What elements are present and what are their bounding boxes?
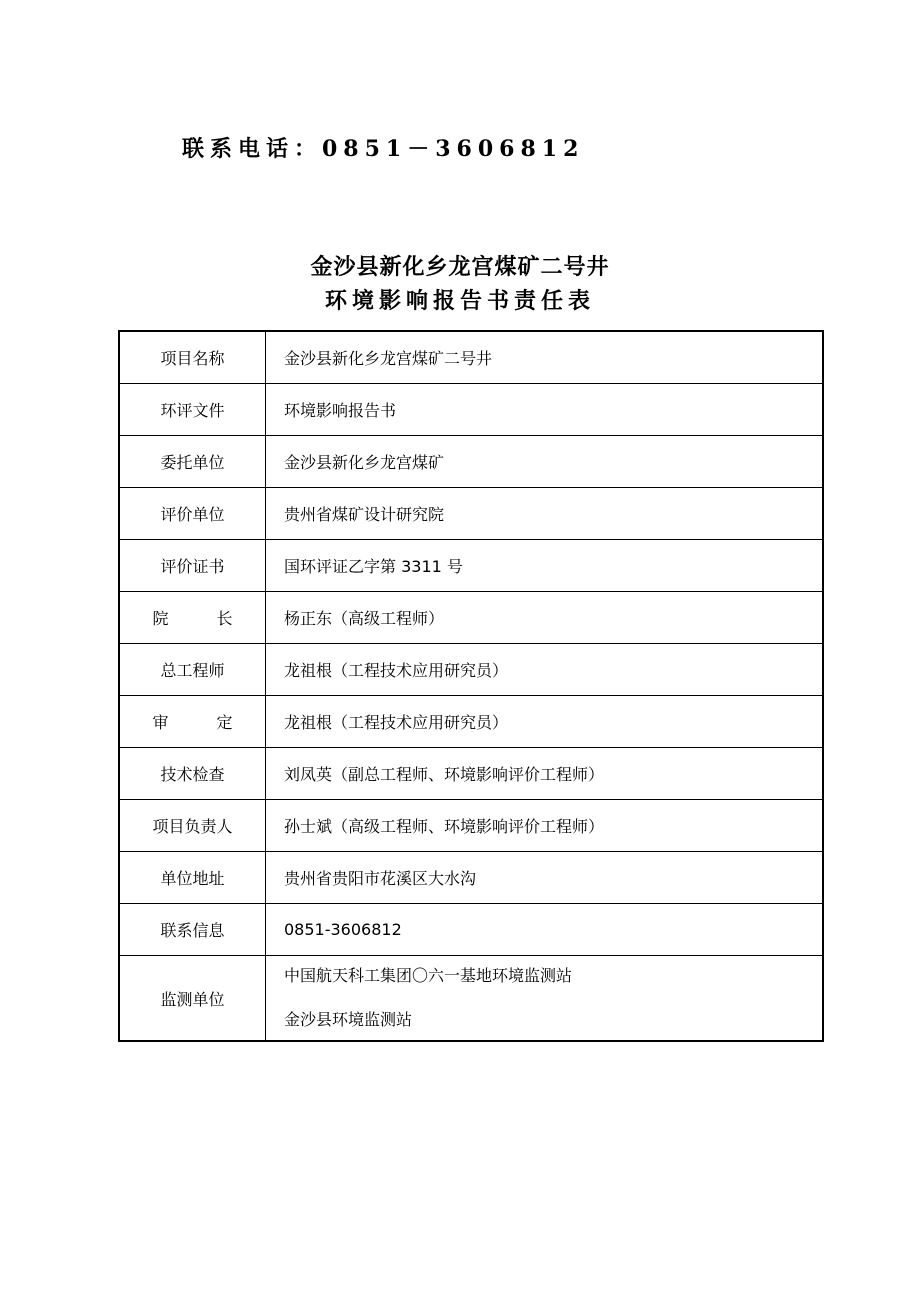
row-label: 评价单位	[119, 488, 266, 540]
row-value: 龙祖根（工程技术应用研究员）	[266, 644, 824, 696]
row-value: 环境影响报告书	[266, 384, 824, 436]
row-value	[266, 956, 824, 1042]
row-label-part: 定	[216, 713, 233, 732]
table-row	[119, 800, 823, 852]
table-row	[119, 384, 823, 436]
row-value: 孙士斌（高级工程师、环境影响评价工程师）	[266, 800, 824, 852]
row-label: 总工程师	[119, 644, 266, 696]
row-value: 金沙县新化乡龙宫煤矿	[266, 436, 824, 488]
table-row	[119, 852, 823, 904]
table-row	[119, 904, 823, 956]
row-label-part: 审	[152, 713, 169, 732]
row-label-part: 院	[152, 609, 169, 628]
table-row	[119, 592, 823, 644]
row-label: 项目名称	[119, 331, 266, 384]
row-value: 0851-3606812	[266, 904, 824, 956]
contact-phone: 联系电话：0851－3606812	[182, 136, 585, 162]
document-title: 金沙县新化乡龙宫煤矿二号井	[310, 255, 610, 280]
row-value: 龙祖根（工程技术应用研究员）	[266, 696, 824, 748]
row-value: 金沙县新化乡龙宫煤矿二号井	[266, 331, 824, 384]
row-label: 单位地址	[119, 852, 266, 904]
table-row	[119, 436, 823, 488]
document-subtitle: 环境影响报告书责任表	[324, 289, 595, 314]
row-value: 贵州省贵阳市花溪区大水沟	[266, 852, 824, 904]
row-label: 评价证书	[119, 540, 266, 592]
row-value: 国环评证乙字第 3311 号	[266, 540, 824, 592]
row-label: 项目负责人	[119, 800, 266, 852]
table-row	[119, 696, 823, 748]
monitoring-unit-2: 金沙县环境监测站	[284, 1010, 413, 1029]
responsibility-table	[118, 330, 824, 1042]
monitoring-unit-1: 中国航天科工集团〇六一基地环境监测站	[284, 966, 573, 985]
table-row	[119, 748, 823, 800]
table-row	[119, 488, 823, 540]
row-label	[119, 592, 266, 644]
row-value: 贵州省煤矿设计研究院	[266, 488, 824, 540]
row-label: 联系信息	[119, 904, 266, 956]
row-label: 环评文件	[119, 384, 266, 436]
row-label-part: 长	[216, 609, 233, 628]
row-value: 刘凤英（副总工程师、环境影响评价工程师）	[266, 748, 824, 800]
table-row	[119, 644, 823, 696]
row-label	[119, 696, 266, 748]
row-label: 监测单位	[119, 956, 266, 1042]
table-row	[119, 956, 823, 1042]
row-label: 技术检查	[119, 748, 266, 800]
row-label: 委托单位	[119, 436, 266, 488]
table-row	[119, 540, 823, 592]
table-row	[119, 331, 823, 384]
row-value: 杨正东（高级工程师）	[266, 592, 824, 644]
